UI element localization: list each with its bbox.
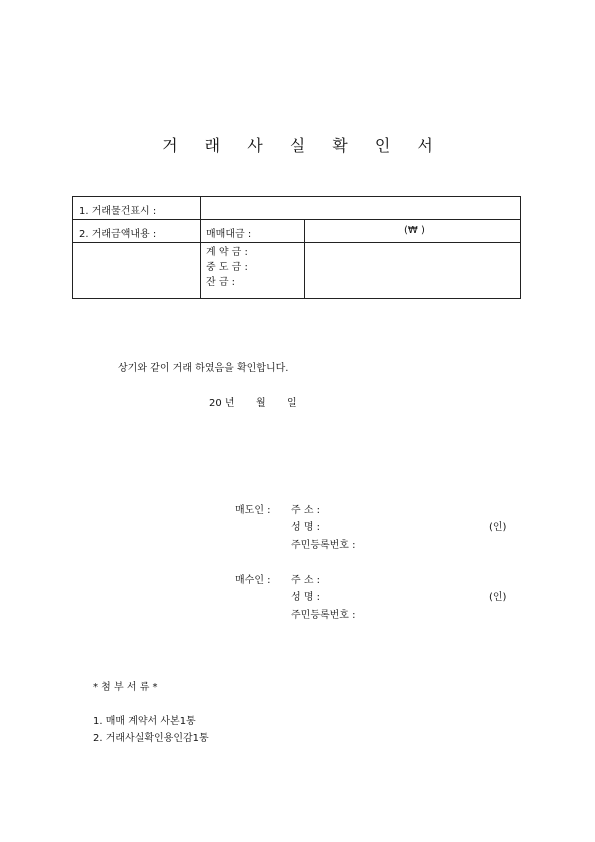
buyer-address-label: 주 소 : xyxy=(291,575,321,586)
table-row-divider xyxy=(73,219,520,220)
buyer-id-label: 주민등록번호 : xyxy=(291,610,356,621)
sale-price-label: 매매대금 : xyxy=(206,229,252,240)
sale-price-amount: (₩ ) xyxy=(404,225,425,236)
table-column-divider xyxy=(304,219,305,298)
date-month: 월 xyxy=(256,398,266,409)
seller-seal: (인) xyxy=(489,522,507,533)
confirmation-text: 상기와 같이 거래 하였음을 확인합니다. xyxy=(118,363,289,374)
buyer-name-label: 성 명 : xyxy=(291,592,321,603)
balance-label: 잔 금 : xyxy=(206,277,236,288)
buyer-label: 매수인 : xyxy=(235,575,271,586)
seller-id-label: 주민등록번호 : xyxy=(291,540,356,551)
seller-label: 매도인 : xyxy=(235,505,271,516)
buyer-seal: (인) xyxy=(489,592,507,603)
interim-payment-label: 중 도 금 : xyxy=(206,262,248,273)
attachment-item: 1. 매매 계약서 사본1통 xyxy=(93,716,196,727)
item-description-label: 1. 거래물건표시 : xyxy=(79,206,157,217)
date-year: 20 년 xyxy=(209,398,235,409)
date-line xyxy=(209,394,235,409)
transaction-table xyxy=(72,196,521,299)
seller-name-label: 성 명 : xyxy=(291,522,321,533)
deposit-label: 계 약 금 : xyxy=(206,247,248,258)
payment-breakdown xyxy=(206,245,248,290)
attachment-item: 2. 거래사실확인용인감1통 xyxy=(93,733,209,744)
amount-details-label: 2. 거래금액내용 : xyxy=(79,229,157,240)
table-column-divider xyxy=(200,197,201,298)
document-title: 거 래 사 실 확 인 서 xyxy=(162,136,444,155)
date-day: 일 xyxy=(287,398,297,409)
table-row-divider xyxy=(73,242,520,243)
attachments-title: * 첨 부 서 류 * xyxy=(93,682,158,693)
seller-address-label: 주 소 : xyxy=(291,505,321,516)
